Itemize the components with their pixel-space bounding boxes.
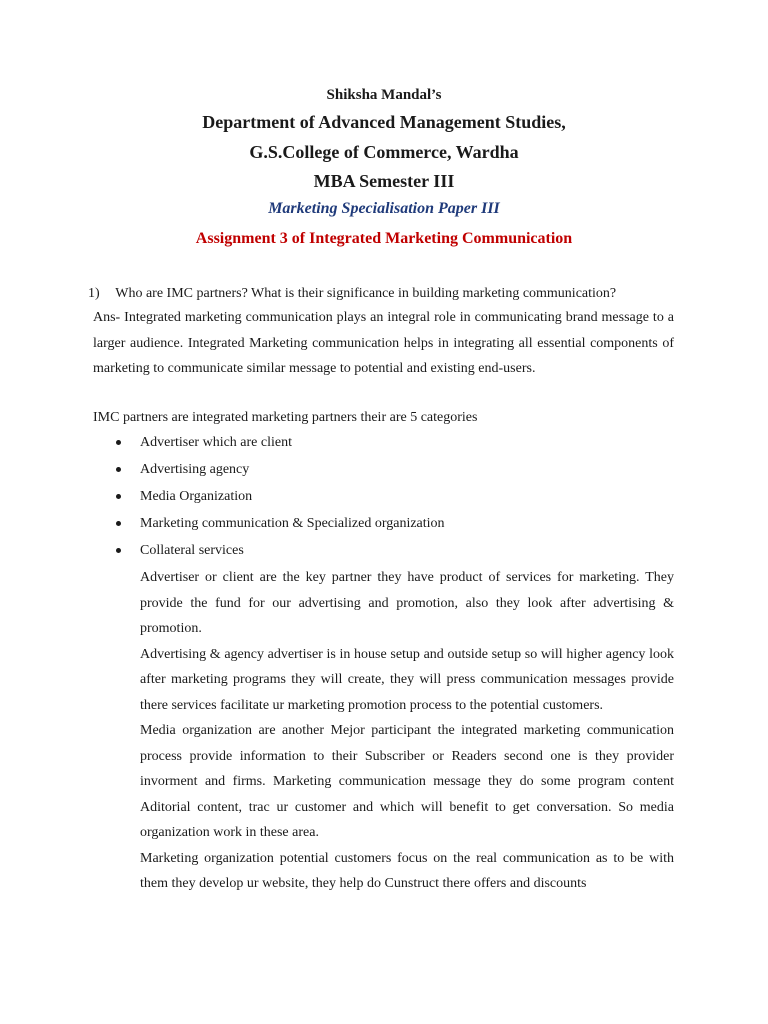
assignment-title: Assignment 3 of Integrated Marketing Communication <box>195 230 573 247</box>
institution-name: Shiksha Mandal’s <box>326 87 442 103</box>
department-title: Department of Advanced Management Studies, <box>202 112 566 132</box>
paragraph-media: Media organization are another Mejor participant the integrated marketing communication process provide information to their Subscriber or Readers second one is they provider invorment and firms. Marketing communication message they do some program content Aditorial content, trac ur customer and which will benefit to get conversation. So media organization work in these area. <box>140 723 674 840</box>
bullet-icon <box>116 467 121 472</box>
list-item: Advertiser which are client <box>115 432 675 459</box>
bullet-icon <box>116 440 121 445</box>
question-text: Who are IMC partners? What is their significance in building marketing communication? <box>115 286 617 301</box>
paragraph-marketing-org: Marketing organization potential customers focus on the real communication as to be with them they develop ur website, they help do Cunstruct there offers and discounts <box>140 850 674 891</box>
bullet-icon <box>116 548 121 553</box>
partners-intro: IMC partners are integrated marketing partners their are 5 categories <box>93 410 478 425</box>
semester-title: MBA Semester III <box>313 171 455 191</box>
list-item: Marketing communication & Specialized organization <box>115 513 675 540</box>
list-item: Collateral services <box>115 540 675 567</box>
explanation-paragraphs <box>140 565 674 897</box>
question-number: 1) <box>88 286 100 301</box>
answer-paragraph: Ans- Integrated marketing communication plays an integral role in communicating brand message to a larger audience. Integrated Marketing communication helps in integrating all essential components of marketing to communicate similar message to potential and existing end-users. <box>93 310 674 376</box>
bullet-icon <box>116 494 121 499</box>
paragraph-agency: Advertising & agency advertiser is in house setup and outside setup so will higher agency look after marketing programs they will create, they will press communication messages provide there services facilitate ur marketing promotion process to the potential customers. <box>140 646 674 713</box>
list-item: Media Organization <box>115 486 675 513</box>
college-name: G.S.College of Commerce, Wardha <box>249 142 519 162</box>
paper-title: Marketing Specialisation Paper III <box>268 200 500 217</box>
partners-list <box>115 432 675 567</box>
question-1 <box>88 281 688 307</box>
list-item: Advertising agency <box>115 459 675 486</box>
bullet-icon <box>116 521 121 526</box>
paragraph-advertiser: Advertiser or client are the key partner they have product of services for marketing. They provide the fund for our advertising and promotion, also they look after advertising & promotion. <box>140 570 674 636</box>
